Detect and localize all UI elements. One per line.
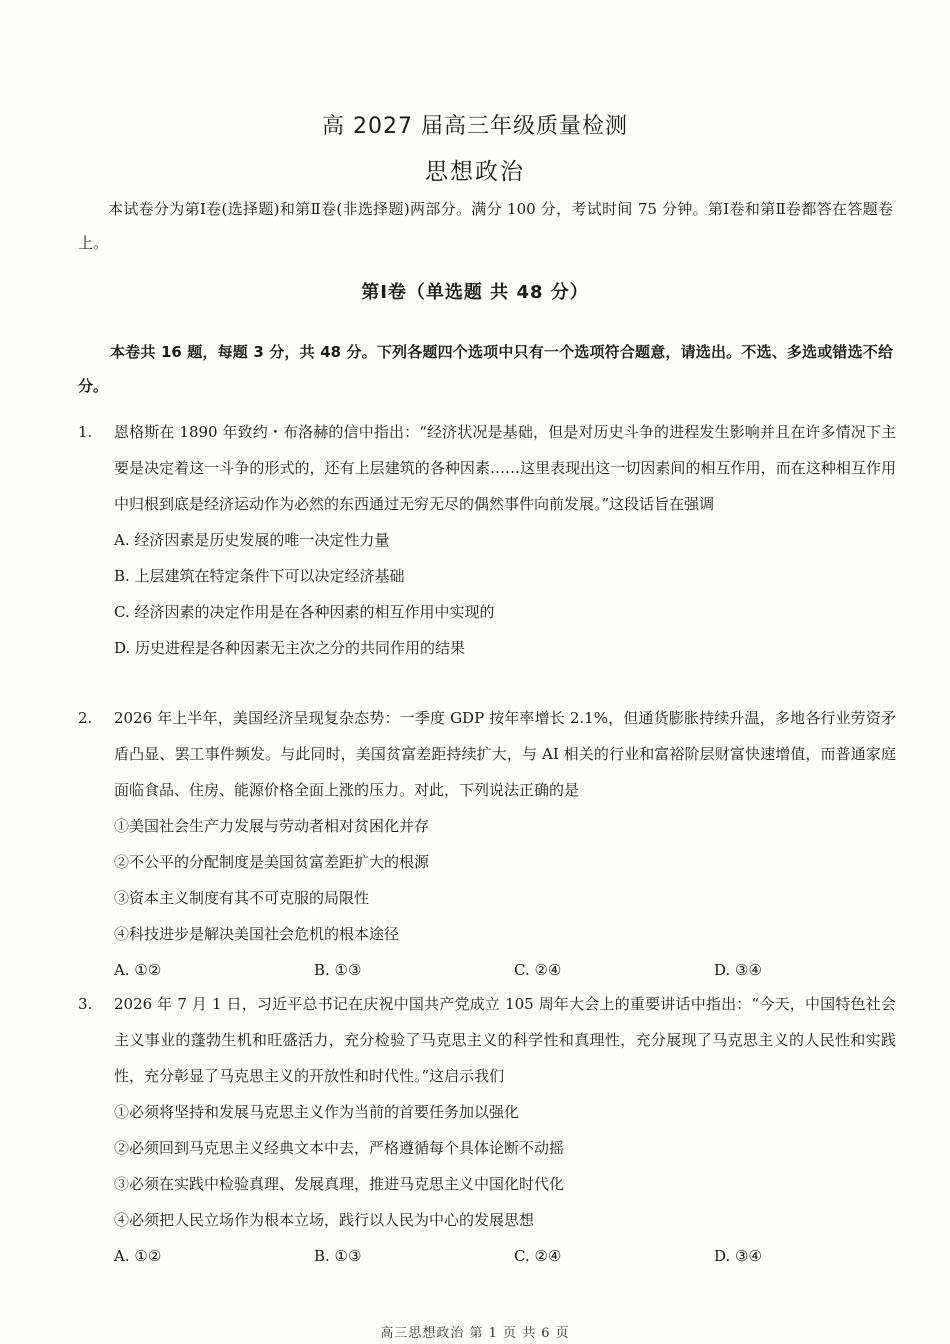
statement-1: ①美国社会生产力发展与劳动者相对贫困化并存 — [114, 817, 430, 835]
choice-d: D. ③④ — [714, 961, 762, 979]
option-b: B. 上层建筑在特定条件下可以决定经济基础 — [114, 567, 405, 585]
question-number: 3. — [78, 995, 93, 1013]
answer-choices — [114, 952, 896, 988]
choice-b: B. ①③ — [314, 961, 362, 979]
statement-2: ②不公平的分配制度是美国贫富差距扩大的根源 — [114, 853, 430, 871]
question-stem: 恩格斯在 1890 年致约・布洛赫的信中指出：“经济状况是基础，但是对历史斗争的进程发生影响并且在许多情况下主要是决定着这一斗争的形式的，还有上层建筑的各种因素……这里表现出这一切因素间的相互作用，而在这种相互作用中归根到底是经济运动作为必然的东西通过无穷无尽的偶然事件向前发展。”这段话旨在强调 — [114, 423, 896, 513]
option-c: C. 经济因素的决定作用是在各种因素的相互作用中实现的 — [114, 603, 495, 621]
answer-choices — [114, 1238, 896, 1274]
question-2 — [78, 700, 896, 988]
question-number: 1. — [78, 423, 93, 441]
section-title: 第Ⅰ卷（单选题 共 48 分） — [361, 282, 589, 303]
section-instructions: 本卷共 16 题，每题 3 分，共 48 分。下列各题四个选项中只有一个选项符合题意，请选出。不选、多选或错选不给分。 — [78, 343, 893, 395]
statement-3: ③资本主义制度有其不可克服的局限性 — [114, 889, 370, 907]
option-a: A. 经济因素是历史发展的唯一决定性力量 — [114, 531, 390, 549]
question-stem: 2026 年上半年，美国经济呈现复杂态势：一季度 GDP 按年率增长 2.1%，但通货膨胀持续升温，多地各行业劳资矛盾凸显、罢工事件频发。与此同时，美国贫富差距持续扩大，与 AI 相关的行业和富裕阶层财富快速增值，而普通家庭面临食品、住房、能源价格全面上涨的压力。对此，下列说法正确的是 — [114, 709, 896, 799]
choice-d: D. ③④ — [714, 1247, 762, 1265]
choice-c: C. ②④ — [514, 961, 562, 979]
statement-3: ③必须在实践中检验真理、发展真理，推进马克思主义中国化时代化 — [114, 1175, 565, 1193]
question-stem: 2026 年 7 月 1 日，习近平总书记在庆祝中国共产党成立 105 周年大会上的重要讲话中指出：“今天，中国特色社会主义事业的蓬勃生机和旺盛活力，充分检验了马克思主义的科学性和真理性，充分展现了马克思主义的人民性和实践性，充分彰显了马克思主义的开放性和时代性。”这启示我们 — [114, 995, 896, 1085]
subject-title: 思想政治 — [425, 159, 525, 185]
question-number: 2. — [78, 709, 93, 727]
option-d: D. 历史进程是各种因素无主次之分的共同作用的结果 — [114, 639, 466, 657]
question-3 — [78, 986, 896, 1274]
choice-c: C. ②④ — [514, 1247, 562, 1265]
exam-intro: 本试卷分为第Ⅰ卷(选择题)和第Ⅱ卷(非选择题)两部分。满分 100 分，考试时间 75 分钟。第Ⅰ卷和第Ⅱ卷都答在答题卷上。 — [78, 200, 893, 252]
statement-2: ②必须回到马克思主义经典文本中去，严格遵循每个具体论断不动摇 — [114, 1139, 565, 1157]
exam-title: 高 2027 届高三年级质量检测 — [322, 114, 628, 139]
choice-a: A. ①② — [114, 961, 162, 979]
choice-a: A. ①② — [114, 1247, 162, 1265]
statement-4: ④必须把人民立场作为根本立场，践行以人民为中心的发展思想 — [114, 1211, 535, 1229]
choice-b: B. ①③ — [314, 1247, 362, 1265]
statement-1: ①必须将坚持和发展马克思主义作为当前的首要任务加以强化 — [114, 1103, 520, 1121]
page-footer: 高三思想政治 第 1 页 共 6 页 — [380, 1326, 570, 1341]
statement-4: ④科技进步是解决美国社会危机的根本途径 — [114, 925, 400, 943]
question-1 — [78, 414, 896, 666]
